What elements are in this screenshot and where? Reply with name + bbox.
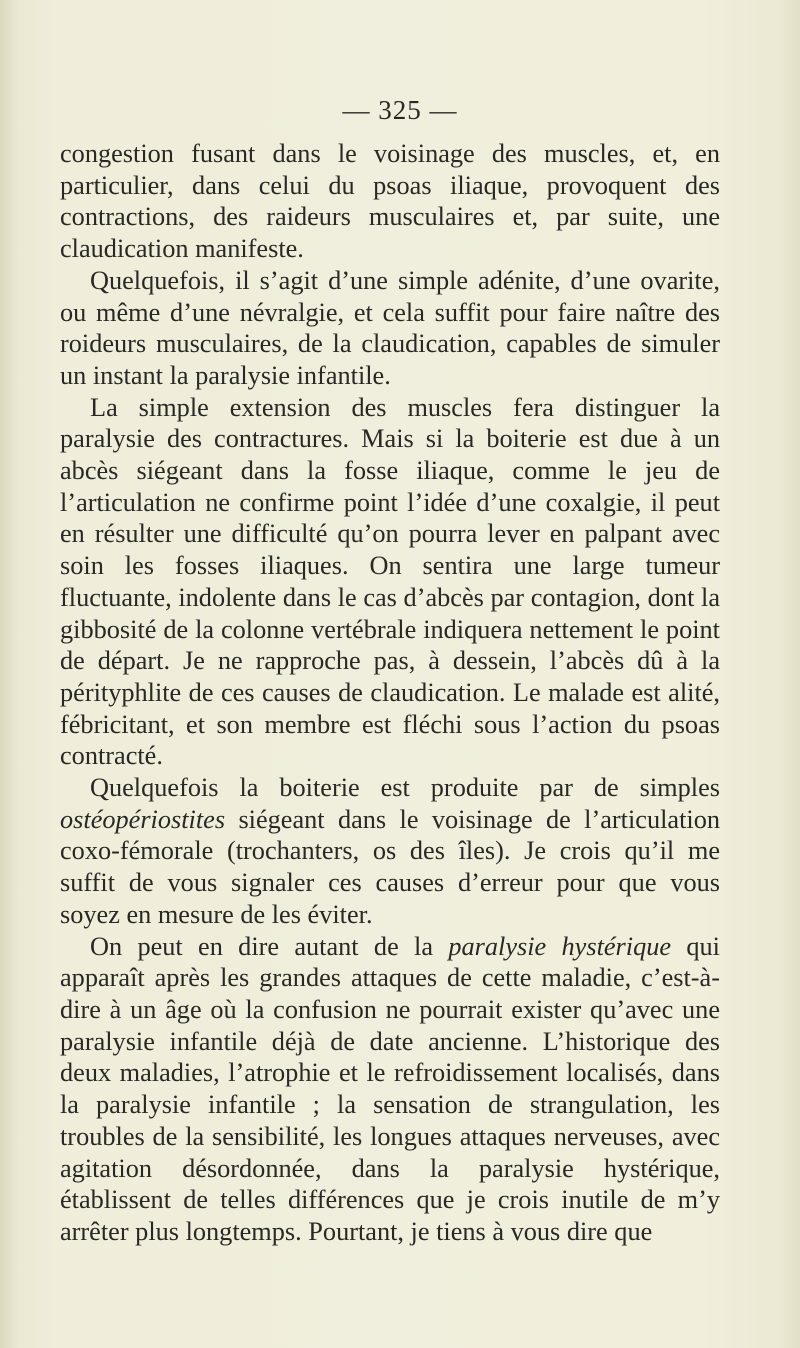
italic-term: paralysie hystérique	[448, 931, 672, 961]
page-number: — 325 —	[342, 95, 458, 125]
paragraph-text: siégeant dans le voisinage de l’articulation coxo-fémorale (trochanters, os des îles). Je crois qu’il me suffit de vous signaler ces causes d’erreur pour que vous soyez en mesure de les éviter.	[60, 804, 720, 929]
paragraph	[60, 772, 720, 931]
paragraph	[60, 931, 720, 1248]
paragraph-text: Quelquefois, il s’agit d’une simple adénite, d’une ovarite, ou même d’une névralgie, et cela suffit pour faire naître des roideurs musculaires, de la claudication, capables de simuler un instant la paralysie infantile.	[60, 265, 720, 390]
italic-term: ostéopériostites	[60, 804, 226, 834]
paragraph-text: congestion fusant dans le voisinage des muscles, et, en particulier, dans celui du psoas iliaque, provoquent des contractions, des raideurs musculaires et, par suite, une claudication manifeste.	[60, 139, 720, 264]
paragraph-text: qui apparaît après les grandes attaques de cette maladie, c’est-à-dire à un âge où la confusion ne pourrait exister qu’avec une paralysie infantile déjà de date ancienne. L’historique des deux maladies, l’atrophie et le refroidissement localisés, dans la paralysie infantile ; la sensation de strangulation, les troubles de la sensibilité, les longues attaques nerveuses, avec agitation désordonnée, dans la paralysie hystérique, établissent de telles différences que je crois inutile de m’y arrêter plus longtemps. Pourtant, je tiens à vous dire que	[60, 931, 720, 1246]
paragraph-text: On peut en dire autant de la	[90, 931, 449, 961]
paragraph	[60, 138, 720, 265]
paragraph	[60, 392, 720, 772]
paragraph-text: La simple extension des muscles fera distinguer la paralysie des contractures. Mais si la boiterie est due à un abcès siégeant dans la fosse iliaque, comme le jeu de l’articulation ne confirme point l’idée d’une coxalgie, il peut en résulter une difficulté qu’on pourra lever en palpant avec soin les fosses iliaques. On sentira une large tumeur fluctuante, indolente dans le cas d’abcès par contagion, dont la gibbosité de la colonne vertébrale indiquera nettement le point de départ. Je ne rapproche pas, à dessein, l’abcès dû à la pérityphlite de ces causes de claudication. Le malade est alité, fébricitant, et son membre est fléchi sous l’action du psoas contracté.	[60, 392, 720, 771]
paragraph	[60, 265, 720, 392]
paragraph-text: Quelquefois la boiterie est produite par de simples	[90, 773, 720, 803]
body-text	[60, 138, 720, 1248]
